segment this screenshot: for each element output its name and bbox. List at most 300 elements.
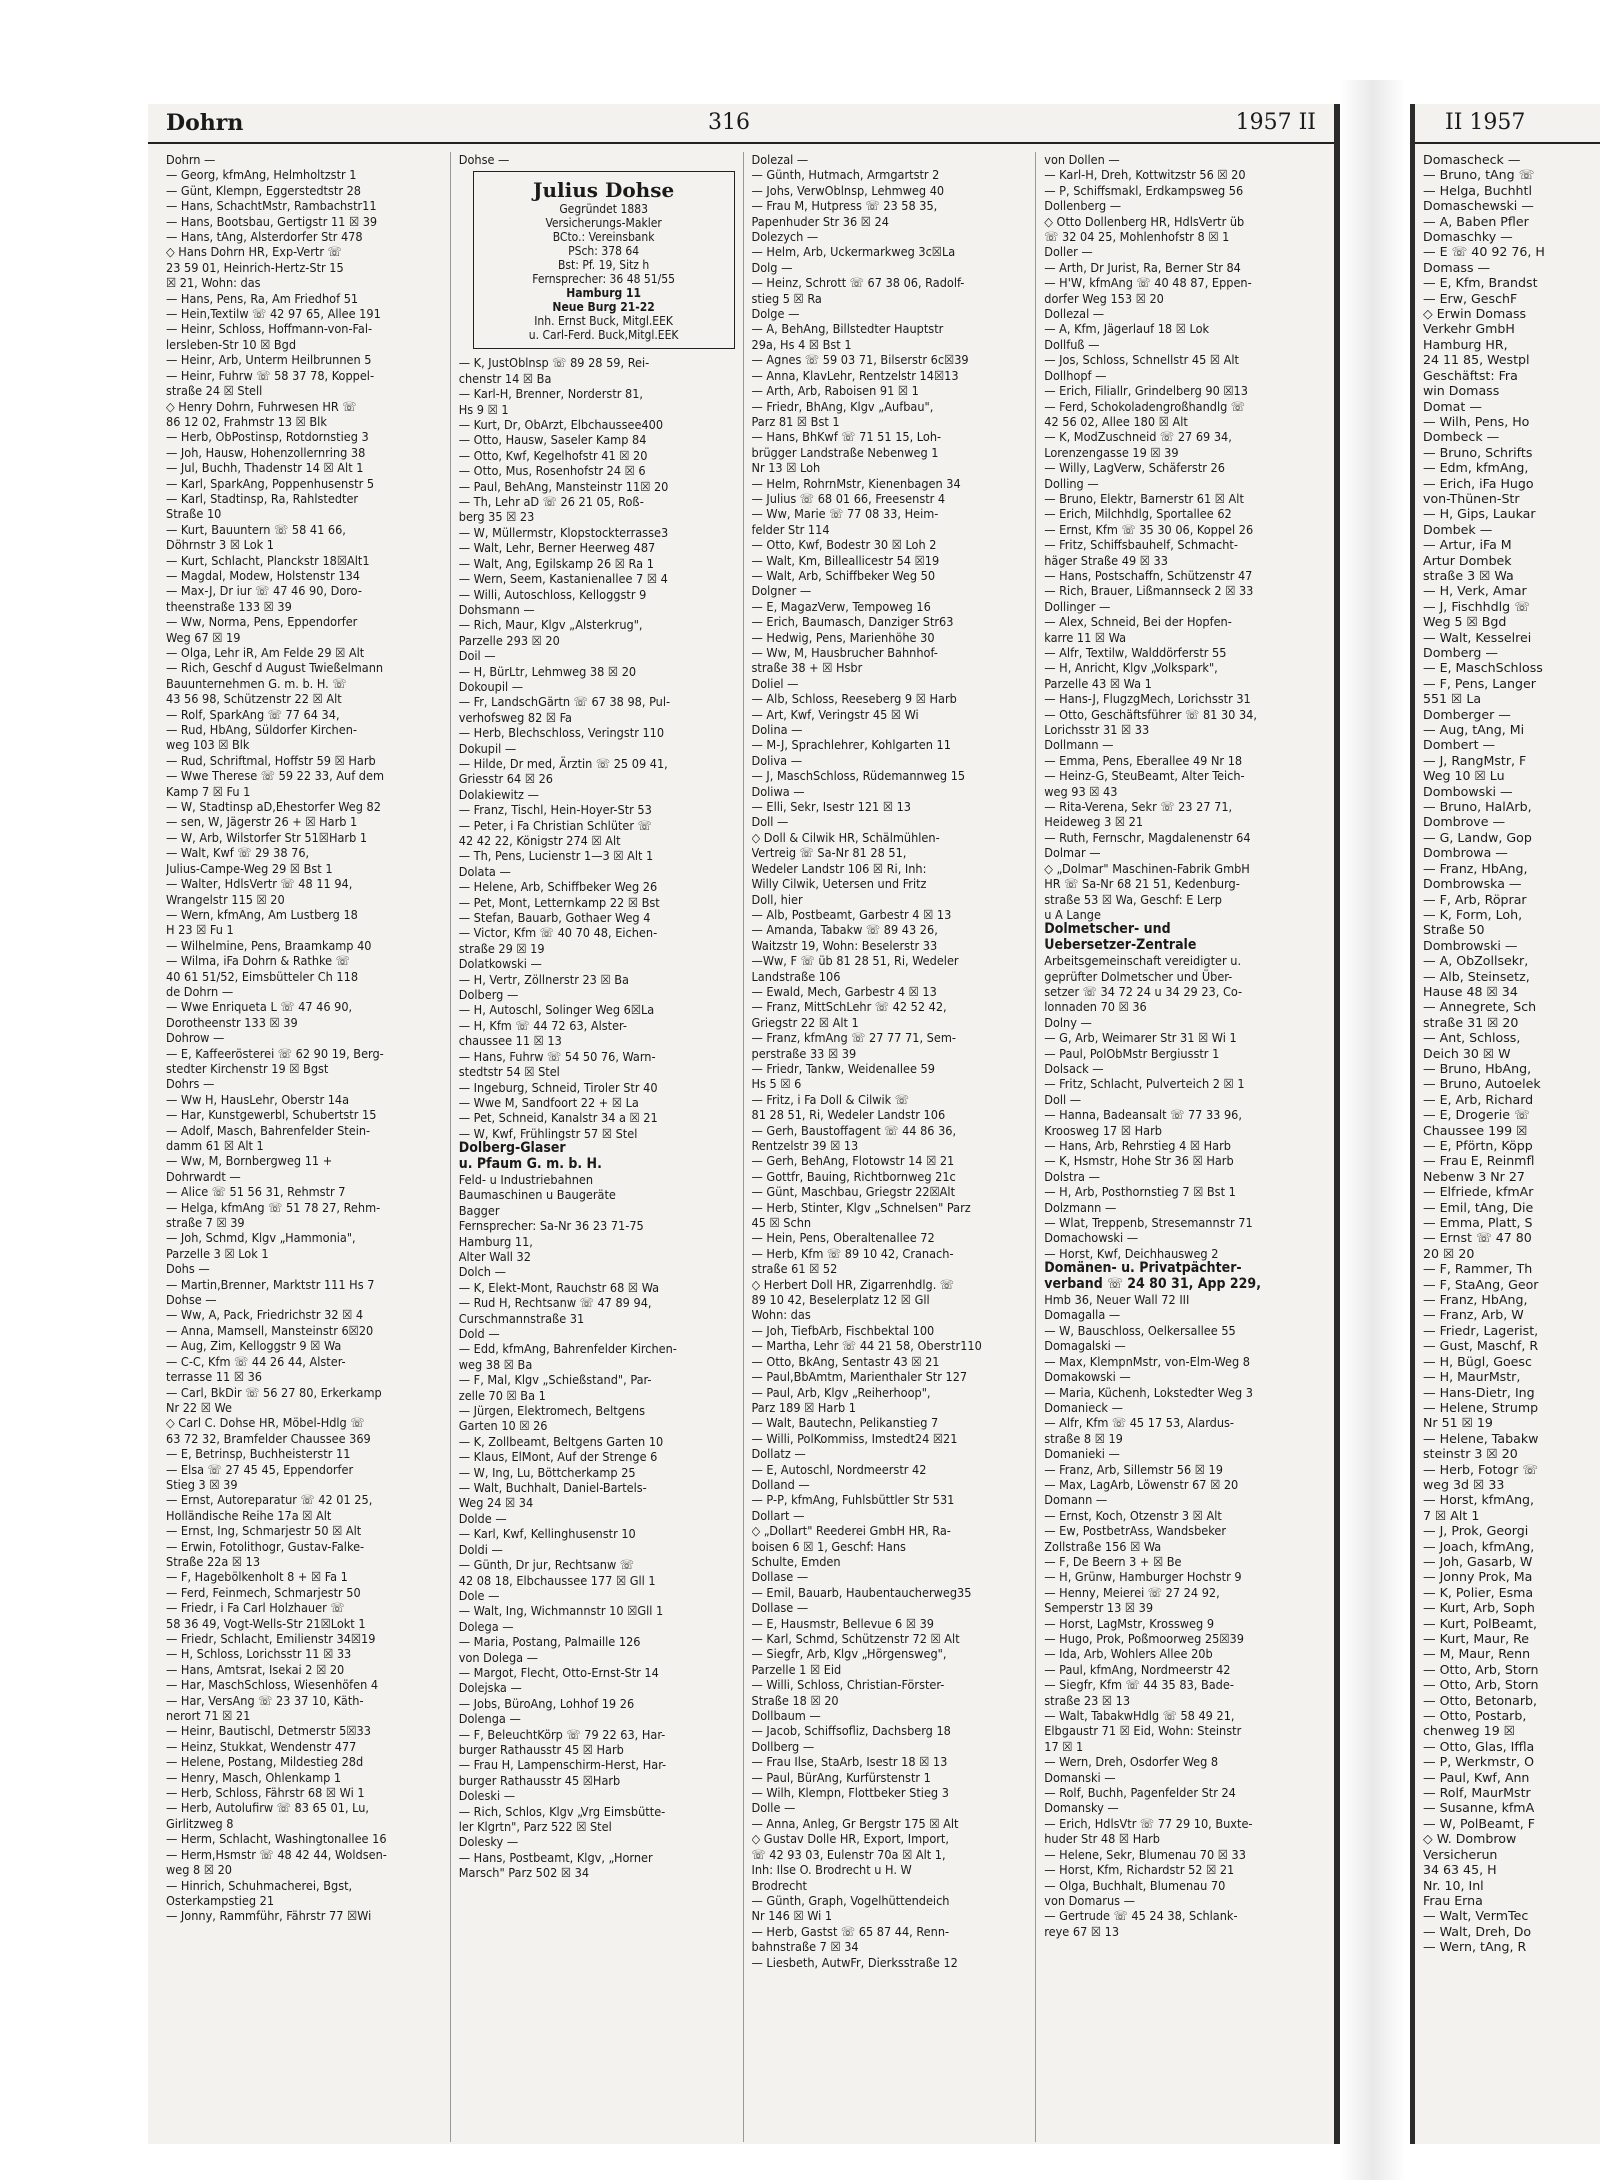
directory-entry: — Ferd, Schokoladengroßhandlg ☏ xyxy=(1044,398,1246,414)
directory-entry: — Walt, Kwf ☏ 29 38 76, xyxy=(166,845,310,861)
directory-entry: — Kurt, Dr, ObArzt, Elbchaussee400 xyxy=(458,417,664,433)
directory-entry: straße 24 ☒ Stell xyxy=(166,383,263,399)
directory-entry: — Alfr, Textilw, Walddörferstr 55 xyxy=(1044,645,1227,660)
surname-heading: Dolezych — xyxy=(751,229,819,245)
directory-entry: 89 10 42, Beselerplatz 12 ☒ Gll xyxy=(751,1292,930,1308)
directory-entry: — Rud, Schriftmal, Hoffstr 59 ☒ Harb xyxy=(166,752,376,768)
surname-heading: Doliva — xyxy=(751,752,803,768)
directory-entry: — Franz, HbAng, xyxy=(1423,860,1528,876)
directory-entry: — Jobs, BüroAng, Lohhof 19 26 xyxy=(458,1695,635,1711)
directory-entry: — A, Kfm, Jägerlauf 18 ☒ Lok xyxy=(1044,321,1210,337)
directory-entry: — Frau H, Lampenschirm-Herst, Har- xyxy=(458,1757,667,1773)
directory-entry: Girlitzweg 8 xyxy=(166,1815,234,1831)
directory-entry: win Domass xyxy=(1423,383,1500,399)
directory-entry: — Gottfr, Bauing, Richtbornweg 21c xyxy=(751,1168,956,1184)
directory-entry: — K, JustOblnsp ☏ 89 28 59, Rei- xyxy=(458,355,650,371)
surname-heading: Dombert — xyxy=(1423,737,1496,753)
directory-entry: — G, Arb, Weimarer Str 31 ☒ Wi 1 xyxy=(1044,1030,1237,1046)
directory-entry: brügger Landstraße Nebenweg 1 xyxy=(751,444,939,460)
surname-heading: Dolega — xyxy=(458,1618,514,1634)
surname-heading: Domat — xyxy=(1423,398,1482,414)
directory-entry: — Artur, iFa M xyxy=(1423,537,1512,553)
directory-entry: — Otto, Betonarb, xyxy=(1423,1692,1538,1708)
directory-entry: terrasse 11 ☒ 36 xyxy=(166,1369,263,1385)
directory-entry: geprüfter Dolmetscher und Über- xyxy=(1044,968,1233,984)
directory-entry: 45 ☒ Schn xyxy=(751,1215,812,1231)
directory-entry: — Günth, Graph, Vogelhüttendeich xyxy=(751,1892,950,1908)
directory-entry: — Walt, Ang, Egilskamp 26 ☒ Ra 1 xyxy=(458,555,654,571)
directory-entry: — K, Hsmstr, Hohe Str 36 ☒ Harb xyxy=(1044,1153,1234,1169)
directory-entry: — Otto, Arb, Storn xyxy=(1423,1677,1539,1693)
directory-entry: — Hans, BhKwf ☏ 71 51 15, Loh- xyxy=(751,429,942,445)
directory-entry: — Fritz, i Fa Doll & Cilwik ☏ xyxy=(751,1091,910,1107)
directory-entry: 81 28 51, Ri, Wedeler Landstr 106 xyxy=(751,1107,946,1123)
directory-entry: — Franz, MittSchLehr ☏ 42 52 42, xyxy=(751,999,947,1015)
next-page-edge xyxy=(1410,104,1600,2144)
directory-entry: u A Lange xyxy=(1044,906,1101,922)
directory-entry: — Erich, HdlsVtr ☏ 77 29 10, Buxte- xyxy=(1044,1815,1253,1831)
directory-entry: — Klaus, ElMont, Auf der Strenge 6 xyxy=(458,1449,658,1465)
directory-entry: Schulte, Emden xyxy=(751,1553,841,1569)
directory-entry: — Erich, Filiallr, Grindelberg 90 ☒13 xyxy=(1044,383,1248,399)
directory-entry: — H, Anricht, Klgv „Volkspark", xyxy=(1044,660,1218,676)
directory-entry: stedter Kirchenstr 19 ☒ Bgst xyxy=(166,1060,329,1076)
directory-entry: Wedeler Landstr 106 ☒ Ri, Inh: xyxy=(751,860,927,876)
directory-entry: — F, StaAng, Geor xyxy=(1423,1276,1539,1292)
directory-entry: Dorotheenstr 133 ☒ 39 xyxy=(166,1014,298,1030)
directory-entry: Hamburg HR, xyxy=(1423,336,1508,352)
directory-entry: — Rud H, Rechtsanw ☏ 47 89 94, xyxy=(458,1295,652,1311)
surname-heading: Dollenberg — xyxy=(1044,198,1122,214)
directory-entry: weg 8 ☒ 20 xyxy=(166,1862,233,1878)
directory-entry: Nebenw 3 Nr 27 xyxy=(1423,1168,1525,1184)
directory-entry: — Hein,Textilw ☏ 42 97 65, Allee 191 xyxy=(166,306,381,322)
directory-entry: — E, Betrinsp, Buchheisterstr 11 xyxy=(166,1446,351,1462)
surname-heading: Dombrowska — xyxy=(1423,876,1522,892)
directory-entry: — E, MagazVerw, Tempoweg 16 xyxy=(751,598,931,614)
directory-entry: — Alice ☏ 51 56 31, Rehmstr 7 xyxy=(166,1184,346,1200)
directory-entry: Parzelle 1 ☒ Eid xyxy=(751,1661,842,1677)
directory-entry: — Kurt, Arb, Soph xyxy=(1423,1600,1535,1616)
surname-heading: Domass — xyxy=(1423,259,1491,275)
directory-entry: Deich 30 ☒ W xyxy=(1423,1045,1511,1061)
directory-entry: — Erwin, Fotolithogr, Gustav-Falke- xyxy=(166,1538,365,1554)
directory-entry: 40 61 51/52, Eimsbütteler Ch 118 xyxy=(166,968,359,984)
directory-entry: — Har, VersAng ☏ 23 37 10, Käth- xyxy=(166,1692,364,1708)
directory-entry: — H, Kfm ☏ 44 72 63, Alster- xyxy=(458,1017,627,1033)
surname-heading: Dolland — xyxy=(751,1476,810,1492)
directory-entry: — J, Fischhdlg ☏ xyxy=(1423,598,1530,614)
directory-entry: — Wern, Seem, Kastanienallee 7 ☒ 4 xyxy=(458,571,668,587)
directory-entry: — Ww, Marie ☏ 77 08 33, Heim- xyxy=(751,506,939,522)
directory-entry: — E, Drogerie ☏ xyxy=(1423,1107,1530,1123)
directory-entry: stieg 5 ☒ Ra xyxy=(751,290,822,306)
directory-entry: — F, Arb, Röprar xyxy=(1423,891,1527,907)
directory-entry: — H, BürLtr, Lehmweg 38 ☒ 20 xyxy=(458,663,637,679)
directory-entry: ◇ Gustav Dolle HR, Export, Import, xyxy=(751,1831,949,1847)
directory-entry: — K, Zollbeamt, Beltgens Garten 10 xyxy=(458,1433,664,1449)
directory-entry: — Otto, Hausw, Saseler Kamp 84 xyxy=(458,432,647,448)
directory-entry: — Fr, LandschGärtn ☏ 67 38 98, Pul- xyxy=(458,694,671,710)
directory-entry: — H, Vertr, Zöllnerstr 23 ☒ Ba xyxy=(458,971,629,987)
directory-entry: Inh: Ilse O. Brodrecht u H. W xyxy=(751,1862,912,1878)
directory-entry: — Stefan, Bauarb, Gothaer Weg 4 xyxy=(458,910,651,926)
directory-entry: ◇ Carl C. Dohse HR, Möbel-Hdlg ☏ xyxy=(166,1415,365,1431)
surname-heading: Dombek — xyxy=(1423,521,1493,537)
directory-entry: — M, Maur, Renn xyxy=(1423,1646,1531,1662)
directory-entry: — Karl, Stadtinsp, Ra, Rahlstedter xyxy=(166,490,359,506)
directory-entry: — Joh, TiefbArb, Fischbektal 100 xyxy=(751,1322,935,1338)
directory-entry: karre 11 ☒ Wa xyxy=(1044,629,1127,645)
directory-entry: felder Str 114 xyxy=(751,521,830,537)
ad-line: Hamburg 11 xyxy=(566,286,642,301)
directory-entry: ☏ 42 93 03, Eulenstr 70a ☒ Alt 1, xyxy=(751,1846,946,1862)
directory-entry: — F, Mal, Klgv „Schießstand", Par- xyxy=(458,1372,652,1388)
directory-entry: — Karl, Kwf, Kellinghusenstr 10 xyxy=(458,1526,636,1542)
directory-entry: — Ida, Arb, Wohlers Allee 20b xyxy=(1044,1646,1213,1662)
directory-entry: steinstr 3 ☒ 20 xyxy=(1423,1446,1518,1462)
directory-entry: — Franz, kfmAng ☏ 27 77 71, Sem- xyxy=(751,1030,956,1046)
directory-entry: — Peter, i Fa Christian Schlüter ☏ xyxy=(458,817,652,833)
directory-entry: — Ww, M, Bornbergweg 11 + xyxy=(166,1153,333,1169)
directory-entry: — Jacob, Schiffsofliz, Dachsberg 18 xyxy=(751,1723,951,1739)
directory-entry: — Pet, Mont, Letternkamp 22 ☒ Bst xyxy=(458,894,660,910)
directory-entry: — Arth, Dr Jurist, Ra, Berner Str 84 xyxy=(1044,259,1241,275)
directory-entry: — Wlat, Treppenb, Stresemannstr 71 xyxy=(1044,1215,1253,1231)
directory-entry: — Elsa ☏ 27 45 45, Eppendorfer xyxy=(166,1461,354,1477)
julius-dohse-advertisement xyxy=(473,171,735,349)
directory-entry: — W, Stadtinsp aD,Ehestorfer Weg 82 xyxy=(166,799,381,815)
directory-entry: — Wwe M, Sandfoort 22 + ☒ La xyxy=(458,1094,639,1110)
directory-entry: Frau Erna xyxy=(1423,1892,1483,1908)
directory-entry: — Hans, Fuhrw ☏ 54 50 76, Warn- xyxy=(458,1048,656,1064)
directory-entry: straße 61 ☒ 52 xyxy=(751,1261,838,1277)
directory-entry: Parzelle 43 ☒ Wa 1 xyxy=(1044,675,1152,691)
directory-entry: — Paul, Arb, Klgv „Reiherhoop", xyxy=(751,1384,931,1400)
directory-entry: — Hans, Postschaffn, Schützenstr 47 xyxy=(1044,567,1253,583)
directory-entry: ◇ Herbert Doll HR, Zigarrenhdlg. ☏ xyxy=(751,1276,955,1292)
directory-entry: — Erich, Milchhdlg, Sportallee 62 xyxy=(1044,506,1232,522)
directory-entry: — Alex, Schneid, Bei der Hopfen- xyxy=(1044,614,1232,630)
header-keyword: Dohrn xyxy=(166,110,244,136)
directory-entry: — E, Hausmstr, Bellevue 6 ☒ 39 xyxy=(751,1615,935,1631)
directory-entry: — Friedr, Schlacht, Emilienstr 34☒19 xyxy=(166,1631,376,1646)
directory-entry: — Karl, Schmd, Schützenstr 72 ☒ Alt xyxy=(751,1631,960,1646)
surname-heading: Dolstra — xyxy=(1044,1168,1100,1184)
directory-entry: Zollstraße 156 ☒ Wa xyxy=(1044,1538,1162,1554)
directory-entry: — Hans-Dietr, Ing xyxy=(1423,1384,1535,1400)
surname-heading: Dohse — xyxy=(166,1292,217,1308)
next-page-column xyxy=(1423,152,1600,1955)
ad-title: Julius Dohse xyxy=(533,178,675,203)
directory-entry: ◇ Hans Dohrn HR, Exp-Vertr ☏ xyxy=(166,244,342,260)
surname-heading: Dollberg — xyxy=(751,1738,815,1754)
directory-entry: — Erich, Baumasch, Danziger Str63 xyxy=(751,614,954,630)
directory-entry: — Günt, Klempn, Eggerstedtstr 28 xyxy=(166,182,362,198)
directory-entry: Lorichsstr 31 ☒ 33 xyxy=(1044,722,1150,738)
directory-entry: damm 61 ☒ Alt 1 xyxy=(166,1138,264,1153)
directory-entry: ◇ Henry Dohrn, Fuhrwesen HR ☏ xyxy=(166,398,357,414)
directory-entry: — K, Form, Loh, xyxy=(1423,906,1523,922)
directory-entry: — Olga, Buchhalt, Blumenau 70 xyxy=(1044,1877,1226,1893)
directory-entry: — Pet, Schneid, Kanalstr 34 a ☒ 21 xyxy=(458,1110,658,1126)
directory-entry: — C-C, Kfm ☏ 44 26 44, Alster- xyxy=(166,1353,346,1369)
directory-entry: — Bruno, tAng ☏ xyxy=(1423,167,1535,183)
directory-entry: 42 56 02, Allee 180 ☒ Alt xyxy=(1044,413,1188,429)
surname-heading: Dolny — xyxy=(1044,1014,1092,1030)
surname-heading: Doller — xyxy=(1044,244,1093,260)
directory-entry: — Rud, HbAng, Süldorfer Kirchen- xyxy=(166,722,357,738)
directory-entry: Rentzelstr 39 ☒ 13 xyxy=(751,1138,859,1153)
directory-entry: — Ant, Schloss, xyxy=(1423,1030,1521,1046)
directory-entry: — Gerh, Baustoffagent ☏ 44 86 36, xyxy=(751,1122,957,1138)
directory-entry: — Frau E, Reinmfl xyxy=(1423,1153,1535,1169)
directory-entry: 23 59 01, Heinrich-Hertz-Str 15 xyxy=(166,259,344,275)
directory-entry: — Edd, kfmAng, Bahrenfelder Kirchen- xyxy=(458,1341,677,1357)
directory-entry: Verkehr GmbH xyxy=(1423,321,1515,337)
surname-heading: Dollase — xyxy=(751,1569,809,1585)
directory-entry: — Hans, Amtsrat, Isekai 2 ☒ 20 xyxy=(166,1661,345,1677)
directory-entry: Weg 24 ☒ 34 xyxy=(458,1495,534,1511)
directory-entry: — Hanna, Badeansalt ☏ 77 33 96, xyxy=(1044,1107,1242,1123)
surname-heading: de Dohrn — xyxy=(166,983,234,999)
surname-heading: Dokoupil — xyxy=(458,678,524,694)
directory-entry: — P, Schiffsmakl, Erdkampsweg 56 xyxy=(1044,182,1244,198)
directory-entry: — Willi, Schloss, Christian-Förster- xyxy=(751,1677,945,1693)
directory-entry: — Walt, Lehr, Berner Heerweg 487 xyxy=(458,540,656,556)
directory-entry: — Siegfr, Arb, Klgv „Hörgensweg", xyxy=(751,1646,947,1662)
ad-line: Fernsprecher: 36 48 51/55 xyxy=(532,272,675,287)
directory-entry: — Victor, Kfm ☏ 40 70 48, Eichen- xyxy=(458,925,658,941)
directory-entry: — Otto, Arb, Storn xyxy=(1423,1661,1539,1677)
surname-heading: Dolmar — xyxy=(1044,845,1101,861)
directory-entry: — Wern, kfmAng, Am Lustberg 18 xyxy=(166,906,358,922)
directory-entry: 20 ☒ 20 xyxy=(1423,1245,1475,1261)
directory-entry: — Fritz, Schiffsbauhelf, Schmacht- xyxy=(1044,537,1238,553)
directory-entry: — Rich, Geschf d August Twießelmann xyxy=(166,660,384,676)
directory-entry: Straße 18 ☒ 20 xyxy=(751,1692,839,1708)
directory-entry: — Karl, SparkAng, Poppenhusenstr 5 xyxy=(166,475,375,491)
directory-entry: — Ernst, Autoreparatur ☏ 42 01 25, xyxy=(166,1492,373,1508)
surname-heading: Dombrowa — xyxy=(1423,845,1508,861)
directory-entry: — Magdal, Modew, Holstenstr 134 xyxy=(166,567,360,583)
directory-entry: — Arth, Arb, Raboisen 91 ☒ 1 xyxy=(751,383,919,399)
directory-entry: — F, Hagebölkenholt 8 + ☒ Fa 1 xyxy=(166,1569,348,1585)
ad-line: Bst: Pf. 19, Sitz h xyxy=(558,258,650,273)
directory-entry: — Rich, Schlos, Klgv „Vrg Eimsbütte- xyxy=(458,1803,666,1819)
directory-entry: — Helene, Sekr, Blumenau 70 ☒ 33 xyxy=(1044,1846,1246,1862)
next-page-year-volume: II 1957 xyxy=(1445,110,1526,135)
directory-entry: — Günt, Maschbau, Griegstr 22☒Alt xyxy=(751,1184,956,1200)
directory-entry: 34 63 45, H xyxy=(1423,1862,1497,1878)
directory-entry: — Martha, Lehr ☏ 44 21 58, Oberstr110 xyxy=(751,1338,982,1354)
directory-entry: — Paul, kfmAng, Nordmeerstr 42 xyxy=(1044,1661,1231,1677)
directory-entry: ◇ W. Dombrow xyxy=(1423,1831,1517,1847)
directory-entry: — Wilh, Klempn, Flottbeker Stieg 3 xyxy=(751,1785,949,1801)
directory-entry: — Edm, kfmAng, xyxy=(1423,460,1529,476)
directory-entry: — Heinz, Stukkat, Wendenstr 477 xyxy=(166,1738,357,1754)
directory-column-2 xyxy=(451,152,744,2142)
surname-heading: Domberger — xyxy=(1423,706,1511,722)
directory-entry: — Erich, iFa Hugo xyxy=(1423,475,1534,491)
surname-heading: Dollinger — xyxy=(1044,598,1111,614)
directory-entry: — Anna, Anleg, Gr Bergstr 175 ☒ Alt xyxy=(751,1815,959,1831)
directory-entry: — Franz, Tischl, Hein-Hoyer-Str 53 xyxy=(458,802,652,818)
directory-entry: Nr 22 ☒ We xyxy=(166,1399,232,1415)
directory-entry: ◇ „Dollart" Reederei GmbH HR, Ra- xyxy=(751,1523,951,1539)
directory-page xyxy=(148,104,1340,2144)
directory-entry: — Otto, Postarb, xyxy=(1423,1708,1527,1724)
surname-heading: Dombrowski — xyxy=(1423,937,1518,953)
directory-entry: — Bruno, Elektr, Barnerstr 61 ☒ Alt xyxy=(1044,490,1244,506)
directory-entry: Straße 22a ☒ 13 xyxy=(166,1553,261,1569)
directory-entry: — Max-J, Dr iur ☏ 47 46 90, Doro- xyxy=(166,583,362,599)
directory-entry: — Henny, Meierei ☏ 27 24 92, xyxy=(1044,1584,1220,1600)
surname-heading: Dolgner — xyxy=(751,583,812,599)
surname-heading: Dollhopf — xyxy=(1044,367,1107,383)
directory-entry: — H, Grünw, Hamburger Hochstr 9 xyxy=(1044,1569,1242,1585)
surname-heading: Domaschky — xyxy=(1423,229,1513,245)
directory-entry: — Gerh, BehAng, Flotowstr 14 ☒ 21 xyxy=(751,1153,955,1169)
directory-entry: — F, Rammer, Th xyxy=(1423,1261,1533,1277)
directory-entry: — Emil, Bauarb, Haubentaucherweg35 xyxy=(751,1584,972,1600)
directory-entry: — H, Verk, Amar xyxy=(1423,583,1527,599)
directory-entry: — H, Schloss, Lorichsstr 11 ☒ 33 xyxy=(166,1646,352,1662)
directory-entry: Feld- u Industriebahnen xyxy=(458,1171,594,1187)
surname-heading: Doldi — xyxy=(458,1541,503,1557)
surname-heading: Dolberg — xyxy=(458,987,519,1003)
directory-entry: — Helm, Arb, Uckermarkweg 3c☒La xyxy=(751,244,956,260)
directory-entry: — Joh, Gasarb, W xyxy=(1423,1553,1533,1569)
directory-entry: — Elli, Sekr, Isestr 121 ☒ 13 xyxy=(751,799,912,815)
directory-entry: — Hein, Pens, Oberaltenallee 72 xyxy=(751,1230,935,1246)
directory-entry: — Otto, Glas, Iffla xyxy=(1423,1738,1535,1754)
directory-entry: — Karl-H, Dreh, Kottwitzstr 56 ☒ 20 xyxy=(1044,167,1246,183)
directory-entry: 7 ☒ Alt 1 xyxy=(1423,1507,1480,1523)
firm-heading: u. Pfaum G. m. b. H. xyxy=(458,1156,602,1172)
directory-entry: — Erw, GeschF xyxy=(1423,290,1518,306)
directory-entry: ler Klgrtn", Parz 522 ☒ Stel xyxy=(458,1819,612,1834)
surname-heading: Domascheck — xyxy=(1423,152,1521,167)
directory-entry: straße 31 ☒ 20 xyxy=(1423,1014,1519,1030)
directory-entry: Marsch" Parz 502 ☒ 34 xyxy=(458,1865,590,1881)
directory-entry: — Friedr, i Fa Carl Holzhauer ☏ xyxy=(166,1600,345,1616)
directory-entry: — Wilma, iFa Dohrn & Rathke ☏ xyxy=(166,953,350,969)
directory-entry: — Ww, Norma, Pens, Eppendorfer xyxy=(166,614,358,630)
surname-heading: Dollase — xyxy=(751,1600,809,1616)
directory-entry: Papenhuder Str 36 ☒ 24 xyxy=(751,213,889,229)
directory-entry: — Anna, Mamsell, Mansteinstr 6☒20 xyxy=(166,1322,374,1338)
directory-entry: — Ruth, Fernschr, Magdalenenstr 64 xyxy=(1044,829,1251,845)
directory-entry: burger Rathausstr 45 ☒ Harb xyxy=(458,1741,624,1757)
directory-entry: — W, Arb, Wilstorfer Str 51☒Harb 1 xyxy=(166,829,368,845)
directory-entry: — Alfr, Kfm ☏ 45 17 53, Alardus- xyxy=(1044,1415,1234,1431)
directory-entry: — Jürgen, Elektromech, Beltgens xyxy=(458,1403,645,1419)
directory-entry: — Otto, Kwf, Bodestr 30 ☒ Loh 2 xyxy=(751,537,937,553)
directory-entry: — Ernst, Kfm ☏ 35 30 06, Koppel 26 xyxy=(1044,521,1254,537)
ad-line: Gegründet 1883 xyxy=(559,202,648,217)
directory-entry: — Franz, Arb, Sillemstr 56 ☒ 19 xyxy=(1044,1461,1223,1477)
directory-entry: — Martin,Brenner, Marktstr 111 Hs 7 xyxy=(166,1276,375,1292)
surname-heading: Dolesky — xyxy=(458,1834,519,1850)
directory-entry: — Friedr, Tankw, Weidenallee 59 xyxy=(751,1060,935,1076)
directory-entry: — Herb, Kfm ☏ 89 10 42, Cranach- xyxy=(751,1245,954,1261)
directory-entry: — Franz, Arb, W xyxy=(1423,1307,1524,1323)
surname-heading: Dolezal — xyxy=(751,152,809,167)
directory-entry: — E, Arb, Richard xyxy=(1423,1091,1534,1107)
directory-entry: — Max, LagArb, Löwenstr 67 ☒ 20 xyxy=(1044,1476,1239,1492)
directory-entry: — Walt, Bautechn, Pelikanstieg 7 xyxy=(751,1415,939,1431)
directory-entry: ◇ „Dolmar" Maschinen-Fabrik GmbH xyxy=(1044,860,1250,876)
directory-entry: — Kurt, Bauuntern ☏ 58 41 66, xyxy=(166,521,346,537)
directory-entry: — Rolf, Buchh, Pagenfelder Str 24 xyxy=(1044,1785,1236,1801)
directory-entry: — J, MaschSchloss, Rüdemannweg 15 xyxy=(751,768,966,784)
next-page-header xyxy=(1415,104,1600,144)
directory-entry: — Ernst ☏ 47 80 xyxy=(1423,1230,1532,1246)
directory-entry: — Otto, Geschäftsführer ☏ 81 30 34, xyxy=(1044,706,1257,722)
directory-entry: — Agnes ☏ 59 03 71, Bilserstr 6c☒39 xyxy=(751,352,969,368)
directory-entry: — Ingeburg, Schneid, Tiroler Str 40 xyxy=(458,1079,658,1095)
directory-entry: Nr. 10, Inl xyxy=(1423,1877,1484,1893)
surname-heading: Dollbaum — xyxy=(751,1708,821,1724)
directory-entry: — Hans-J, FlugzgMech, Lorichsstr 31 xyxy=(1044,691,1251,707)
directory-entry: Weg 67 ☒ 19 xyxy=(166,629,241,645)
directory-entry: — Maria, Postang, Palmaille 126 xyxy=(458,1634,641,1650)
surname-heading: Domanieck — xyxy=(1044,1399,1123,1415)
directory-entry: — Bruno, Autoelek xyxy=(1423,1076,1541,1092)
directory-entry: — Heinr, Fuhrw ☏ 58 37 78, Koppel- xyxy=(166,367,375,383)
surname-heading: Doll — xyxy=(751,814,789,830)
directory-entry: — Annegrete, Sch xyxy=(1423,999,1537,1015)
directory-entry: — H, MaurMstr, xyxy=(1423,1369,1521,1385)
directory-entry: boisen 6 ☒ 1, Geschf: Hans xyxy=(751,1538,906,1554)
directory-entry: — Ferd, Feinmech, Schmarjestr 50 xyxy=(166,1584,361,1600)
directory-entry: Holländische Reihe 17a ☒ Alt xyxy=(166,1507,332,1523)
directory-entry: Nr 146 ☒ Wi 1 xyxy=(751,1908,833,1924)
directory-entry: straße 23 ☒ 13 xyxy=(1044,1692,1131,1708)
directory-entry: — Helene, Tabakw xyxy=(1423,1430,1539,1446)
directory-entry: — sen, W, Jägerstr 26 + ☒ Harb 1 xyxy=(166,814,358,830)
directory-entry: — W, Bauschloss, Oelkersallee 55 xyxy=(1044,1322,1236,1338)
directory-entry: von-Thünen-Str xyxy=(1423,490,1520,506)
directory-entry: reye 67 ☒ 13 xyxy=(1044,1923,1120,1939)
directory-entry: — Joach, kfmAng, xyxy=(1423,1538,1535,1554)
directory-entry: Arbeitsgemeinschaft vereidigter u. xyxy=(1044,953,1242,969)
directory-entry: — A, ObZollsekr, xyxy=(1423,953,1529,969)
directory-entry: — Helene, Arb, Schiffbeker Weg 26 xyxy=(458,879,658,895)
directory-entry: — Jos, Schloss, Schnellstr 45 ☒ Alt xyxy=(1044,352,1239,368)
directory-entry: — Paul, BürAng, Kurfürstenstr 1 xyxy=(751,1769,931,1785)
directory-entry: — E ☏ 40 92 76, H xyxy=(1423,244,1545,260)
directory-entry: — Paul,BbAmtm, Marienthaler Str 127 xyxy=(751,1369,968,1385)
directory-entry: — W, Ing, Lu, Böttcherkamp 25 xyxy=(458,1464,636,1480)
directory-entry: — Wwe Therese ☏ 59 22 33, Auf dem xyxy=(166,768,384,784)
directory-entry: — Hans, Arb, Rehrstieg 4 ☒ Harb xyxy=(1044,1138,1231,1153)
directory-entry: verhofsweg 82 ☒ Fa xyxy=(458,709,572,725)
directory-entry: Wrangelstr 115 ☒ 20 xyxy=(166,891,285,907)
surname-heading: Dollezal — xyxy=(1044,306,1105,322)
directory-entry: — Jul, Buchh, Thadenstr 14 ☒ Alt 1 xyxy=(166,460,364,476)
directory-entry: — Joh, Schmd, Klgv „Hammonia", xyxy=(166,1230,356,1246)
directory-entry: Straße 50 xyxy=(1423,922,1485,938)
directory-entry: — Georg, kfmAng, Helmholtzstr 1 xyxy=(166,167,357,183)
directory-entry: Landstraße 106 xyxy=(751,968,841,984)
directory-entry: — Karl-H, Brenner, Norderstr 81, xyxy=(458,386,644,402)
directory-entry: ◇ Otto Dollenberg HR, HdlsVertr üb xyxy=(1044,213,1245,229)
ad-line: PSch: 378 64 xyxy=(568,244,640,259)
directory-entry: weg 38 ☒ Ba xyxy=(458,1356,533,1372)
surname-heading: Dolakiewitz — xyxy=(458,786,539,802)
